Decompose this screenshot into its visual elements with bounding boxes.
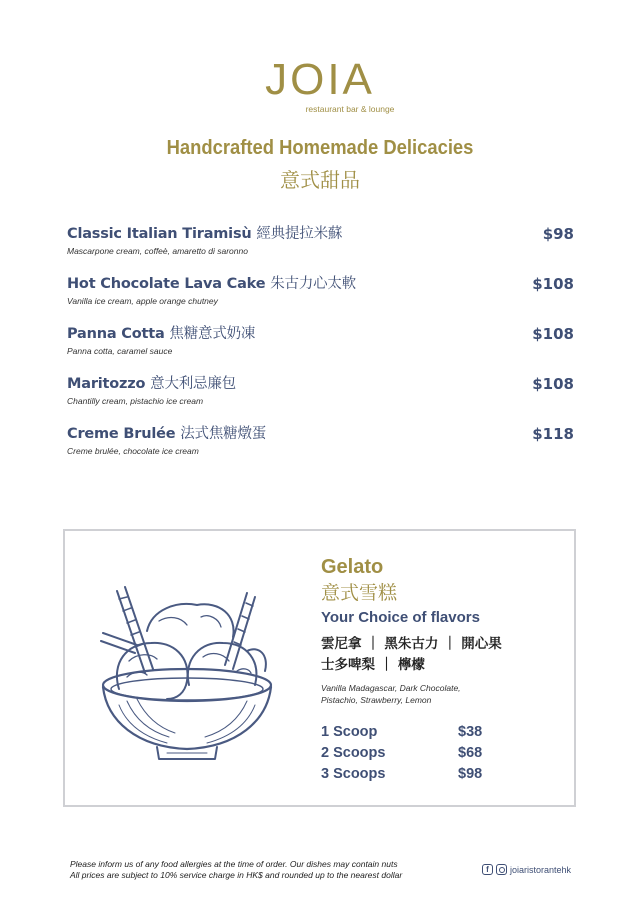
social-handle: joiaristorantehk <box>510 864 572 875</box>
item-description: Vanilla ice cream, apple orange chutney <box>67 296 218 306</box>
gelato-details <box>321 555 571 787</box>
item-description: Chantilly cream, pistachio ice cream <box>67 396 204 406</box>
ice-cream-bowl-icon <box>97 581 277 766</box>
facebook-icon[interactable]: f <box>482 864 493 875</box>
scoop-label: 1 Scoop <box>321 724 378 740</box>
item-description: Panna cotta, caramel sauce <box>67 346 173 356</box>
item-name: Maritozzo 意大利忌廉包 <box>67 376 236 392</box>
brand-name: JOIA <box>265 55 375 104</box>
item-price: $108 <box>532 375 574 393</box>
menu-item <box>67 274 574 324</box>
scoop-price: $98 <box>458 766 483 782</box>
item-name: Classic Italian Tiramisù 經典提拉米蘇 <box>67 226 343 242</box>
gelato-panel <box>63 529 576 807</box>
item-price: $98 <box>542 225 574 243</box>
menu-item <box>67 324 574 374</box>
item-name: Hot Chocolate Lava Cake 朱古力心太軟 <box>67 276 357 292</box>
gelato-flavors-zh: 雲尼拿 ｜ 黑朱古力 ｜ 開心果 士多啤梨 ｜ 檸檬 <box>321 636 502 673</box>
section-title-en: Handcrafted Homemade Delicacies <box>166 137 474 159</box>
item-price: $108 <box>532 325 574 343</box>
gelato-title: Gelato <box>321 556 384 578</box>
item-name: Panna Cotta 焦糖意式奶凍 <box>67 326 256 342</box>
menu-item <box>67 224 574 274</box>
gelato-title-zh: 意式雪糕 <box>321 582 398 604</box>
scoop-label: 3 Scoops <box>321 766 386 782</box>
item-price: $108 <box>532 275 574 293</box>
dessert-list <box>67 224 574 474</box>
gelato-subtitle: Your Choice of flavors <box>321 609 480 626</box>
scoop-label: 2 Scoops <box>321 745 386 761</box>
footer-notice <box>70 859 402 881</box>
scoop-row <box>321 766 571 787</box>
item-price: $118 <box>532 425 574 443</box>
social-links <box>482 864 571 875</box>
brand-header <box>0 55 640 114</box>
section-title <box>0 137 640 193</box>
menu-item <box>67 374 574 424</box>
section-title-zh: 意式甜品 <box>280 168 360 192</box>
scoop-row <box>321 745 571 766</box>
scoop-price: $38 <box>458 724 483 740</box>
allergy-notice: Please inform us of any food allergies at the time of order. Our dishes may contain nuts <box>70 859 398 869</box>
item-description: Mascarpone cream, coffeè, amaretto di saronno <box>67 246 248 256</box>
scoop-price-list <box>321 724 571 787</box>
brand-tagline: restaurant bar & lounge <box>305 104 395 114</box>
scoop-price: $68 <box>458 745 483 761</box>
item-name: Creme Brulée 法式焦糖燉蛋 <box>67 426 267 442</box>
instagram-icon[interactable] <box>496 864 507 875</box>
scoop-row <box>321 724 571 745</box>
menu-item <box>67 424 574 474</box>
service-charge-notice: All prices are subject to 10% service charge in HK$ and rounded up to the nearest dollar <box>70 870 403 880</box>
item-description: Creme brulée, chocolate ice cream <box>67 446 199 456</box>
gelato-flavors-en: Vanilla Madagascar, Dark Chocolate, Pistachio, Strawberry, Lemon <box>321 683 461 705</box>
